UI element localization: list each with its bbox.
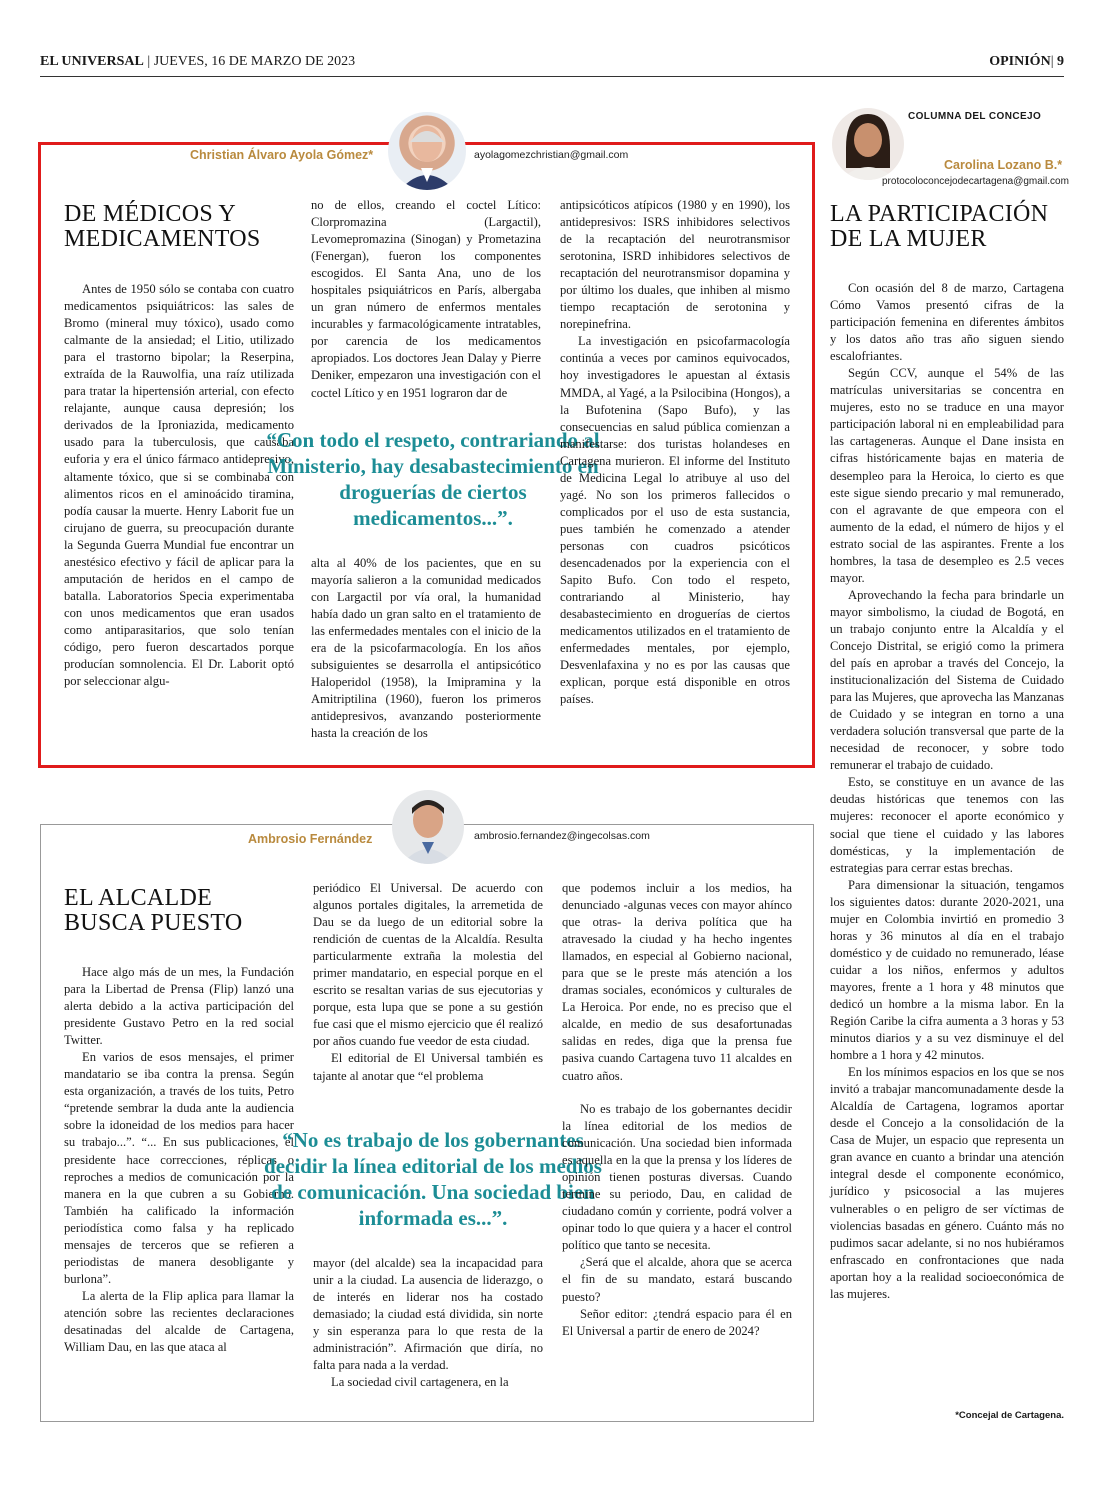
author-name: Christian Álvaro Ayola Gómez* — [190, 148, 374, 162]
body-paragraph: El editorial de El Universal también es tajante al anotar que “el problema — [313, 1051, 543, 1083]
headline: LA PARTICIPACIÓN DE LA MUJER — [830, 201, 1049, 252]
section-page: OPINIÓN| 9 — [989, 54, 1064, 69]
author-name: Carolina Lozano B.* — [944, 158, 1063, 172]
body-paragraph: no de ellos, creando el coctel Lítico: Clorpromazina (Largactil), Levomepromazina (Sinogan) y Prometazina (Fenergan), fueron los componentes escogidos. El Santa Ana, uno de los hospitales psiquiátricos en París, albergaba un gran número de enfermos mentales incurables y farmacológicamente intratables, por carencia de los medicamentos apropiados. Los doctores Jean Dalay y Pierre Deniker, empezaron una investigación con el coctel Lítico y en 1951 lograron dar de — [311, 198, 541, 400]
body-paragraph: Esto, se constituye en un avance de las deudas históricas que tenemos con las mujeres: reconocer el aporte económico y social que tiene el cuidado y las labores domésticas, y la implementación de estrategias para cerrar estas brechas. — [830, 775, 1064, 875]
body-paragraph: Aprovechando la fecha para brindarle un mayor simbolismo, la ciudad de Bogotá, en un trabajo conjunto entre la Alcaldía y el Concejo Distrital, se erigió como la primera del país en aprobar a través del Concejo, la institucionalización del Sistema de Cuidado para las Mujeres, que aprovecha las Manzanas de Cuidado y se integran en torno a una verdadera solución transversal que parte de la necesidad de reconocer, y sobre todo remunerar el trabajo de cuidado. — [830, 587, 1064, 773]
body-paragraph: Según CCV, aunque el 54% de las matrículas universitarias se concentra en mujeres, esto no se traduce en una mayor participación laboral ni en empleabilidad para las cartageneras. Aunque el Dane insista en cifras históricamente bajas en materia de desempleo para la Heroica, lo cierto es que este sigue siendo precario y mal remunerado, con el agravante de que empeora con el aumento de la edad, el número de hijos y el estrato social de las aspirantes. Frente a los hombres, la tasa de desempleo es 2.5 veces mayor. — [830, 366, 1064, 585]
headline: DE MÉDICOS Y MEDICAMENTOS — [64, 201, 261, 252]
page-number: 9 — [1057, 54, 1064, 69]
article3-column — [830, 280, 1064, 1303]
body-paragraph: La investigación en psicofarmacología continúa a veces por caminos equivocados, hoy investigadores le apuestan al éxtasis MMDA, al Yagé, a la Psilocibina (Hongos), a la Bufotenina (Sapo Bufo), y las consecuencias en salud pública comienzan a manifestarse: dos turistas holandeses en Cartagena murieron. El informe del Instituto de Medicina Legal lo atribuye al uso del yagé. No son los primeros fallecidos o complicados por el uso de esta sustancia, pues también he comenzado a atender personas con cuadros psicóticos desencadenados por la experiencia con el Sapito Bufo. Con todo el respeto, contrariando al Ministerio, hay desabastecimiento en droguerías de ciertos medicamentos utilizados en el tratamiento de enfermedades mentales, por ejemplo, Desvenlafaxina y no es por las causas que explican, porque está disponible en otros países. — [560, 334, 790, 707]
author-email[interactable]: ambrosio.fernandez@ingecolsas.com — [474, 830, 650, 842]
author-name: Ambrosio Fernández — [248, 832, 373, 846]
pull-quote: “No es trabajo de los gobernantes decidir la línea editorial de los medios de comunicación. Una sociedad bien informada es...”. — [264, 1128, 602, 1230]
body-paragraph: Hace algo más de un mes, la Fundación para la Libertad de Prensa (Flip) lanzó una alerta debido a la activa participación del presidente Gustavo Petro en la red social Twitter. — [64, 965, 294, 1048]
body-paragraph: que podemos incluir a los medios, ha denunciado -algunas veces con mayor ahínco que otras- la deriva política que ha atravesado la ciudad y ha hecho ingentes llamados, en especial al Gobierno nacional, para que se le preste más atención a los dramas sociales, económicos y culturales de La Heroica. Por ende, no es preciso que el alcalde, en medio de sus desafortunadas salidas en redes, diga que la prensa fue pasiva cuando Cartagena tuvo 11 alcaldes en cuatro años. — [562, 881, 792, 1083]
body-paragraph: alta al 40% de los pacientes, que en su mayoría salieron a la comunidad medicados con Largactil por vía oral, la humanidad había dado un gran salto en el tratamiento de las enfermedades mentales con el inicio de la era de la psicofarmacología. En los años subsiguientes se desarrolla el antipsicótico Haloperidol (1958), la Imipramina y la Amitriptilina (1960), fueron los primeros antidepresivos, avanzando posteriormente hasta la creación de los — [311, 556, 541, 741]
body-paragraph: Para dimensionar la situación, tengamos los siguientes datos: durante 2020-2021, una mujer en Colombia invirtió en promedio 3 horas y 36 minutos al día en el trabajo doméstico y de cuidado no remunerado, léase cuidar a los niños, enfermos y adultos mayores, frente a 1 hora y 48 minutos que dedicó un hombre a la misma labor. En la Región Caribe la cifra aumenta a 3 horas y 53 minutos diarios y a su vez disminuye el del hombre a 1 hora y 42 minutos. — [830, 877, 1064, 1063]
pull-quote: “Con todo el respeto, contrariando al Ministerio, hay desabastecimiento en droguerías de ciertos medicamentos...”. — [266, 428, 600, 530]
section-label: COLUMNA DEL CONCEJO — [908, 111, 1042, 122]
portrait-illustration — [392, 790, 464, 864]
newspaper-name: EL UNIVERSAL — [40, 54, 144, 69]
section-name: OPINIÓN — [989, 54, 1051, 69]
page-header: EL UNIVERSAL | JUEVES, 16 DE MARZO DE 2023 OPINIÓN| 9 — [40, 54, 1064, 69]
body-paragraph: Señor editor: ¿tendrá espacio para él en El Universal a partir de enero de 2024? — [562, 1306, 792, 1338]
body-paragraph: La alerta de la Flip aplica para llamar la atención sobre las recientes declaraciones desatinadas del alcalde de Cartagena, William Dau, en las que ataca al — [64, 1288, 294, 1355]
body-paragraph: No es trabajo de los gobernantes decidir la línea editorial de los medios de comunicación. Una sociedad bien informada es aquella en la que la prensa y los líderes de opinión tienen posturas diversas. Cuando termine su periodo, Dau, en calidad de ciudadano común y corriente, podrá volver a opinar todo lo que quiera y a hacer el control político que tanto se necesita. — [562, 1102, 792, 1253]
author-photo-fernandez — [392, 790, 464, 864]
article2-column-2a — [313, 880, 543, 1085]
article2-column-3a — [562, 880, 792, 1085]
author-photo-lozano — [832, 108, 904, 180]
article2-column-2b — [313, 1255, 543, 1391]
article2-column-3b — [562, 1101, 792, 1340]
author-photo-ayola — [388, 112, 466, 190]
article1-column-2a — [311, 197, 541, 402]
issue-date: JUEVES, 16 DE MARZO DE 2023 — [153, 54, 356, 69]
header-rule — [40, 76, 1064, 77]
author-footnote: *Concejal de Cartagena. — [955, 1410, 1064, 1421]
body-paragraph: La sociedad civil cartagenera, en la — [331, 1375, 509, 1390]
body-paragraph: mayor (del alcalde) sea la incapacidad para unir a la ciudad. La ausencia de liderazgo, o de interés en liderar nos ha costado demasiado; la ciudad está dividida, sin norte y sin esperanza para lo que resta de la administración”. Afirmación que diría, no falta para nada a la verdad. — [313, 1256, 543, 1373]
portrait-illustration — [832, 108, 904, 180]
body-paragraph: En los mínimos espacios en los que se nos invitó a trabajar mancomunadamente desde la Alcaldía de Cartagena, logramos aportar desde el Concejo a la consolidación de la Casa de Mujer, un espacio que representa un gran avance en cuanto a brindar una atención integral desde el componente económico, jurídico y psicosocial a las mujeres vulnerables o en peligro de ser víctimas de violencias basadas en género. Cuánto más no pudimos sacar adelante, si no nos hubiéramos enfrascado en confrontaciones que nada aportan hoy a la realidad socioeconómica de las mujeres. — [830, 1065, 1064, 1301]
body-paragraph: En varios de esos mensajes, el primer mandatario se iba contra la prensa. Según esta organización, a través de los tuits, Petro “pretende sembrar la duda ante la audiencia sobre la idoneidad de los medios para hacer su trabajo...”. “... En sus publicaciones, el presidente hace correcciones, réplicas o reproches a medios de comunicación por la manera en la que cubren a su Gobierno. También ha calificado la información periodística como falsa y ha replicado mensajes de terceros que se refieren a periodistas de manera desobligante y burlona”. — [64, 1050, 294, 1286]
body-paragraph: Antes de 1950 sólo se contaba con cuatro medicamentos psiquiátricos: las sales de Bromo (mineral muy tóxico), usado como calmante de la ansiedad; el Litio, utilizado para el trastorno bipolar; la Reserpina, extraída de la Rauwolfia, una raíz utilizada para tratar la hipertensión arterial, con efecto relajante, aunque causa depresión; los derivados de la Iproniazida, medicamento usado para la tuberculosis, que causaba euforia y era el único fármaco antidepresivo, altamente tóxico, que si se combinaba con alimentos ricos en el aminoácido tiramina, podía causar la muerte. Henry Laborit fue un cirujano de guerra, su preocupación durante la Segunda Guerra Mundial fue encontrar un anestésico efectivo y fácil de aplicar para la amputación de heridos en el campo de batalla. Laboratorios Specia experimentaba con unos medicamentos que eran usados como antiparasitarios, que solo tenían código, pero fueron descartados porque producían somnolencia. El Dr. Laborit optó por seleccionar algu- — [64, 282, 294, 689]
portrait-illustration — [388, 112, 466, 190]
article1-column-2b — [311, 555, 541, 743]
body-paragraph: periódico El Universal. De acuerdo con algunos portales digitales, la arremetida de Dau se da luego de un editorial sobre la rendición de cuentas de la Alcaldía. Resulta particularmente extraña la molestia del primer mandatario, en especial porque en el escrito se resaltan varias de sus ejecutorias y porque, esta lupa que se pone a su gestión fue casi que el mismo ejercicio que él realizó por años cuando fue veedor de esta ciudad. — [313, 881, 543, 1049]
body-paragraph: ¿Será que el alcalde, ahora que se acerca el fin de su mandato, estará buscando puesto? — [562, 1255, 792, 1304]
author-email[interactable]: ayolagomezchristian@gmail.com — [474, 149, 629, 161]
author-email[interactable]: protocoloconcejodecartagena@gmail.com — [882, 176, 1069, 187]
article1-column-3 — [560, 197, 790, 708]
body-paragraph: Con ocasión del 8 de marzo, Cartagena Cómo Vamos presentó cifras de la participación femenina en diferentes ámbitos y los datos año tras año siguen siendo escalofriantes. — [830, 281, 1064, 364]
body-paragraph: antipsicóticos atípicos (1980 y en 1990), los antidepresivos: ISRS inhibidores selectivos de la recaptación del neurotransmisor serotonina, ISRD inhibidores selectivos de recaptación del neurotransmisor dopamina y por último los duales, que inhiben al mismo tiempo recaptación de serotonina y norepinefrina. — [560, 198, 790, 332]
headline: EL ALCALDE BUSCA PUESTO — [64, 885, 243, 936]
